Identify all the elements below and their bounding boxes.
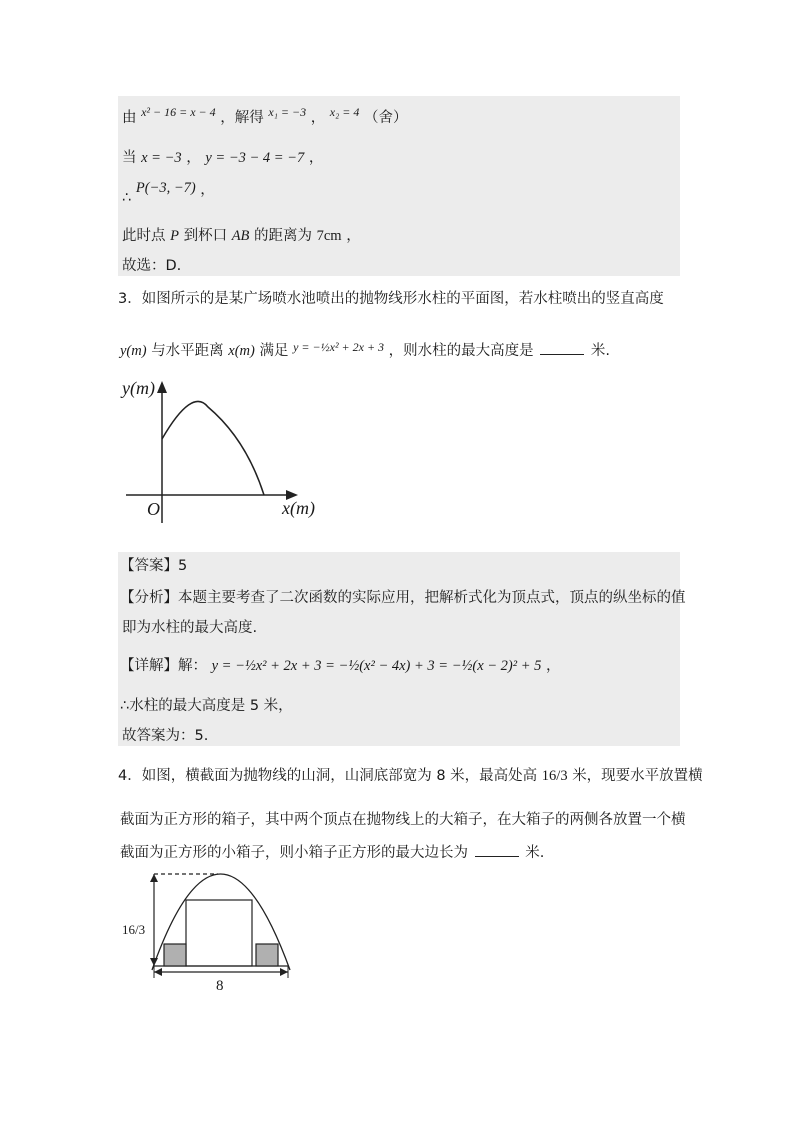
q3-therefore-line: ∴水柱的最大高度是 5 米， (120, 698, 293, 714)
small-box-left (164, 944, 186, 966)
width-arrow-right (280, 968, 288, 976)
q3-stem-end: ，则水柱的最大高度是 (388, 343, 534, 359)
prev-solution-line-2: 当 x = −3 ， y = −3 − 4 = −7 ， (122, 150, 324, 166)
q3-analysis-line-2: 即为水柱的最大高度. (122, 620, 258, 636)
label-p: P (170, 228, 179, 244)
text-solve: ，解得 (220, 110, 264, 126)
detail-label: 【详解】 (120, 658, 178, 674)
equation-y: y = −3 − 4 = −7 (205, 150, 305, 166)
height-arrow-top (150, 874, 158, 882)
q4-number: 4． (118, 768, 142, 784)
q4-stem-text-b: 米，现要水平放置横 (572, 768, 703, 784)
width-arrow-left (154, 968, 162, 976)
text-now-point: 此时点 (122, 228, 166, 244)
graph-y-label: y(m) (122, 378, 155, 398)
text-you: 由 (122, 110, 137, 126)
text-distance: 的距离为 (254, 228, 313, 244)
q4-stem-text-c: 截面为正方形的小箱子，则小箱子正方形的最大边长为 (120, 845, 468, 861)
q3-stem-text: 如图所示的是某广场喷水池喷出的抛物线形水柱的平面图，若水柱喷出的竖直高度 (141, 291, 664, 307)
text-discard: （舍） (364, 110, 408, 126)
q3-stem-satisfy: 满足 (259, 343, 289, 359)
text-to-cup: 到杯口 (183, 228, 228, 244)
q3-stem-x: x(m) (228, 343, 255, 359)
q3-analysis-line-1 (120, 588, 686, 608)
q3-stem-line-2 (120, 340, 610, 361)
label-ab: AB (231, 228, 250, 244)
q3-detail-line: 【详解】解： y = −½x² + 2x + 3 = −½(x² − 4x) + 3 = −½(x − 2)² + 5 ， (120, 658, 561, 674)
distance-value: 7cm (316, 228, 342, 244)
q3-answer (120, 556, 187, 576)
q3-number: 3． (118, 291, 142, 307)
answer-value: 5 (178, 558, 188, 574)
q4-stem-unit: 米. (525, 845, 545, 861)
q4-height-fraction: 16/3 (541, 768, 568, 784)
q3-stem-mid: 与水平距离 (151, 343, 224, 359)
equation-1: x² − 16 = x − 4 (141, 105, 216, 119)
equation-x: x = −3 (141, 150, 182, 166)
detail-formula: y = −½x² + 2x + 3 = −½(x² − 4x) + 3 = −½(x − 2)² + 5 (211, 658, 542, 674)
root-x2: x₂ = 4 (329, 105, 360, 119)
prev-solution-line-5: 故选：D. (122, 258, 182, 274)
root-x1: x₁ = −3 (268, 105, 307, 119)
small-box-right (256, 944, 278, 966)
therefore-symbol: ∴ (122, 190, 132, 206)
q4-stem-line-1 (118, 766, 703, 786)
q3-stem-unit: 米. (590, 343, 610, 359)
graph-origin-label: O (147, 499, 160, 519)
fig-width-label: 8 (216, 978, 224, 994)
detail-prefix: 解： (178, 658, 207, 674)
q3-stem-line-1 (118, 289, 664, 309)
answer-label: 【答案】 (120, 558, 178, 574)
q3-stem-y: y(m) (120, 343, 147, 359)
q3-answer-panel (118, 552, 680, 746)
prev-solution-line-3: ∴ P(−3, −7) ， (122, 180, 215, 206)
point-p: P(−3, −7) (135, 180, 196, 196)
q3-final-answer: 故答案为：5. (122, 728, 209, 744)
q4-stem-text-a: 如图，横截面为抛物线的山洞，山洞底部宽为 8 米，最高处高 (141, 768, 538, 784)
answer-blank (540, 340, 584, 355)
q4-stem-line-2: 截面为正方形的箱子，其中两个顶点在抛物线上的大箱子，在大箱子的两侧各放置一个横 (120, 812, 686, 828)
q4-stem-line-3 (120, 842, 544, 863)
fig-height-label: 16/3 (122, 922, 146, 937)
prev-solution-line-1: 由 $^{x^2 - 16 = x - 4}$ ，解得 $^{x_1 = -3}$ ， $^{x_2 = 4}$ （舍） (122, 105, 408, 126)
large-box (186, 900, 252, 966)
y-axis-arrow (157, 381, 167, 393)
analysis-label: 【分析】 (120, 590, 178, 606)
prev-solution-line-4: 此时点 P 到杯口 AB 的距离为 7cm ， (122, 228, 361, 244)
parabola-curve (162, 401, 264, 495)
graph-x-label: x(m) (282, 498, 315, 518)
q4-answer-blank (475, 842, 519, 857)
analysis-text: 本题主要考查了二次函数的实际应用，把解析式化为顶点式，顶点的纵坐标的值 (178, 590, 686, 606)
text-when: 当 (122, 150, 137, 166)
q3-formula: y = −½x² + 2x + 3 (293, 340, 385, 354)
